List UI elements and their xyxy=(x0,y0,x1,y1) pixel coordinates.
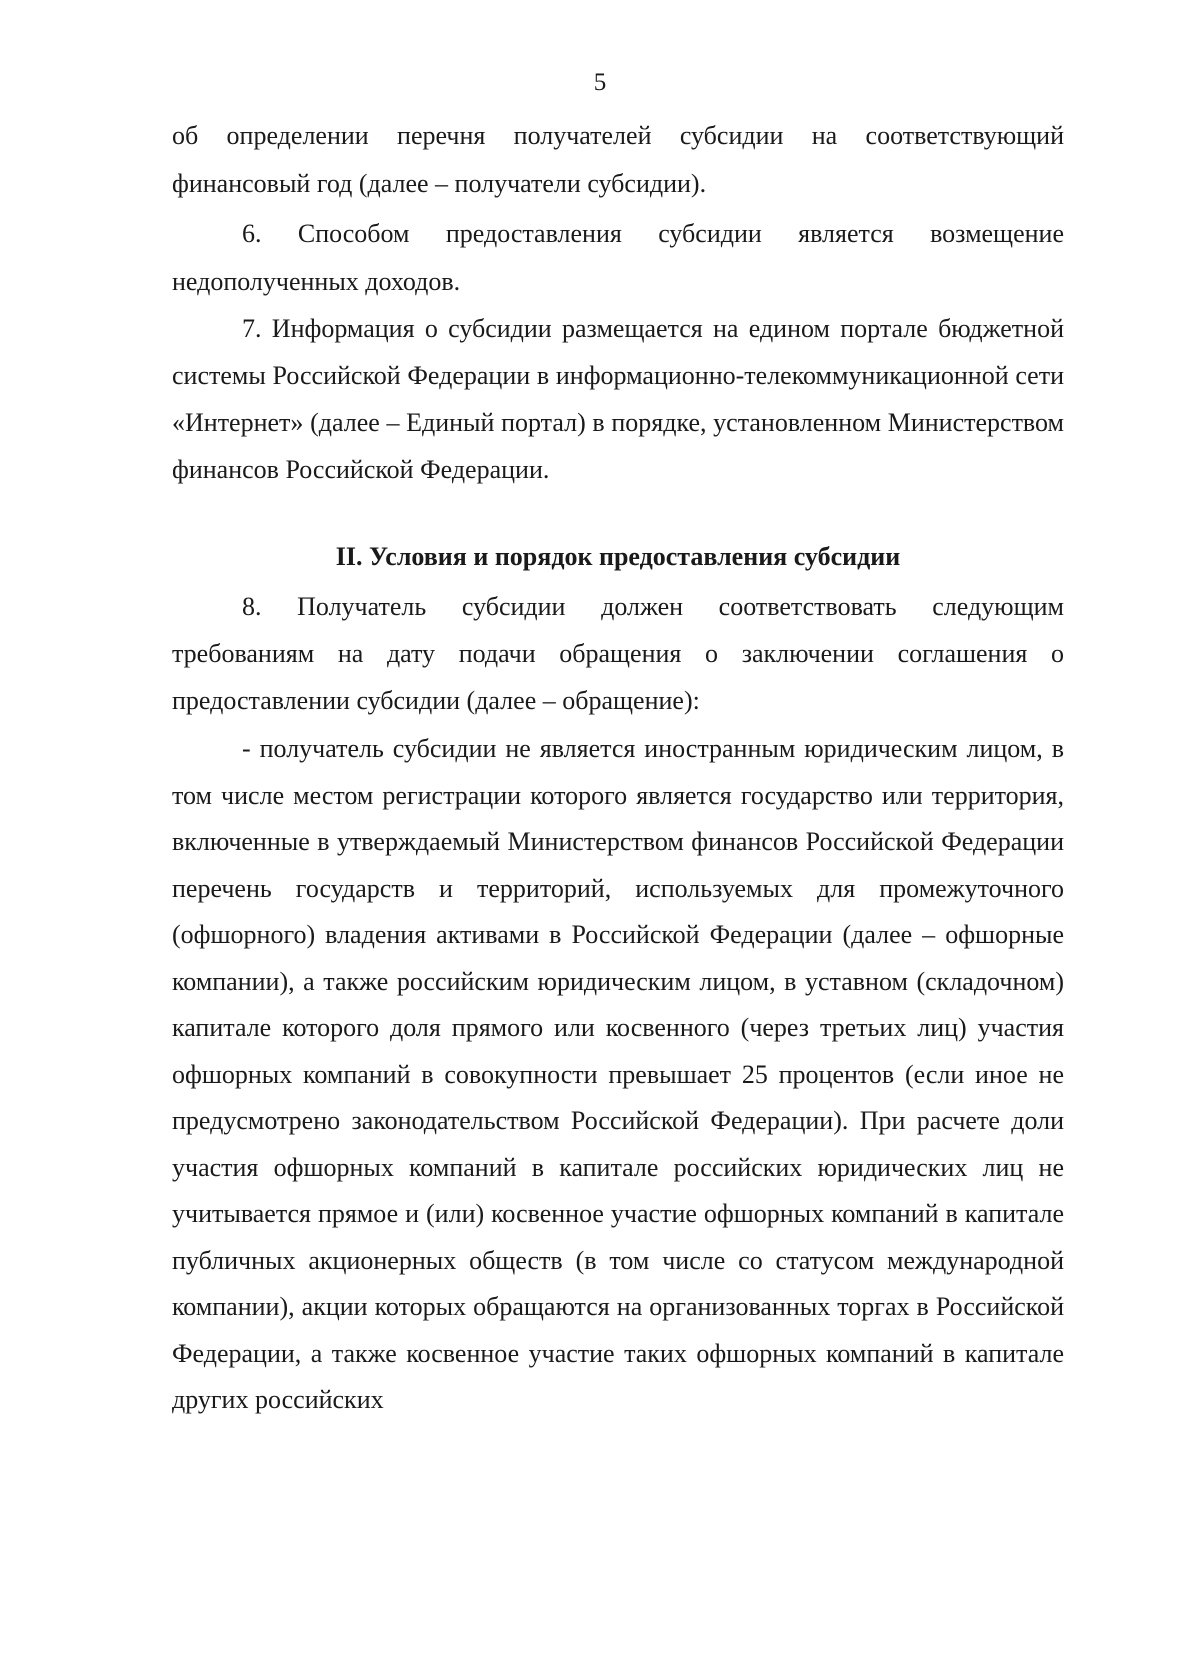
paragraph-continuation: об определении перечня получателей субсидии на соответствующий финансовый год (далее – получатели субсидии). xyxy=(172,121,1064,198)
page-number: 5 xyxy=(593,69,607,96)
section-heading: II. Условия и порядок предоставления субсидии xyxy=(335,542,901,571)
paragraph-7: 7. Информация о субсидии размещается на едином портале бюджетной системы Российской Федерации в информационно-телекоммуникационной сети «Интернет» (далее – Единый портал) в порядке, установленном Министерством финансов Российской Федерации. xyxy=(172,314,1064,484)
document-body xyxy=(172,108,1064,1424)
paragraph-8: 8. Получатель субсидии должен соответствовать следующим требованиям на дату подачи обращения о заключении соглашения о предоставлении субсидии (далее – обращение): xyxy=(172,592,1064,715)
paragraph-requirement-offshore: - получатель субсидии не является иностранным юридическим лицом, в том числе местом регистрации которого является государство или территория, включенные в утверждаемый Министерством финансов Российской Федерации перечень государств и территорий, используемых для промежуточного (офшорного) владения активами в Российской Федерации (далее – офшорные компании), а также российским юридическим лицом, в уставном (складочном) капитале которого доля прямого или косвенного (через третьих лиц) участия офшорных компаний в совокупности превышает 25 процентов (если иное не предусмотрено законодательством Российской Федерации). При расчете доли участия офшорных компаний в капитале российских юридических лиц не учитывается прямое и (или) косвенное участие офшорных компаний в капитале публичных акционерных обществ (в том числе со статусом международной компании), акции которых обращаются на организованных торгах в Российской Федерации, а также косвенное участие таких офшорных компаний в капитале других российских xyxy=(172,734,1064,1414)
paragraph-6: 6. Способом предоставления субсидии является возмещение недополученных доходов. xyxy=(172,219,1064,296)
